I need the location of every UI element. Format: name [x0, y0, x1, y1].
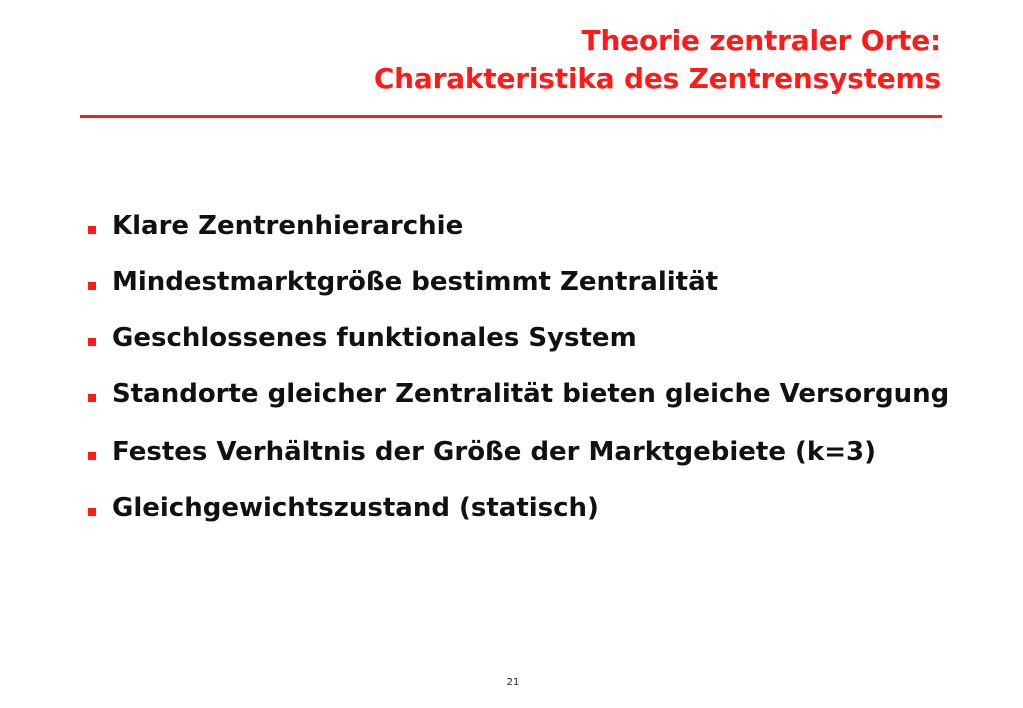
bullet-list	[86, 210, 966, 548]
square-bullet-icon	[88, 282, 96, 290]
title-line-2: Charakteristika des Zentrensystems	[373, 62, 941, 95]
bullet-text: Gleichgewichtszustand (statisch)	[112, 493, 599, 523]
bullet-text: Klare Zentrenhierarchie	[112, 211, 464, 241]
title-line-1: Theorie zentraler Orte:	[581, 24, 941, 57]
bullet-text: Geschlossenes funktionales System	[112, 323, 637, 353]
title-divider	[80, 115, 942, 118]
square-bullet-icon	[88, 452, 96, 460]
bullet-text: Standorte gleicher Zentralität bieten gleiche Versorgung	[112, 379, 950, 409]
bullet-item-standorte	[86, 378, 966, 410]
page-number: 21	[506, 677, 520, 688]
bullet-item-system	[86, 322, 966, 354]
bullet-item-hierarchie	[86, 210, 966, 242]
slide-title	[141, 22, 941, 98]
square-bullet-icon	[88, 226, 96, 234]
square-bullet-icon	[88, 394, 96, 402]
bullet-item-gleichgewicht	[86, 492, 966, 524]
bullet-item-marktgebiete	[86, 436, 966, 468]
bullet-text: Festes Verhältnis der Größe der Marktgebiete (k=3)	[112, 437, 876, 467]
square-bullet-icon	[88, 508, 96, 516]
bullet-item-mindestmarktgroesse	[86, 266, 966, 298]
square-bullet-icon	[88, 338, 96, 346]
bullet-text: Mindestmarktgröße bestimmt Zentralität	[112, 267, 719, 297]
